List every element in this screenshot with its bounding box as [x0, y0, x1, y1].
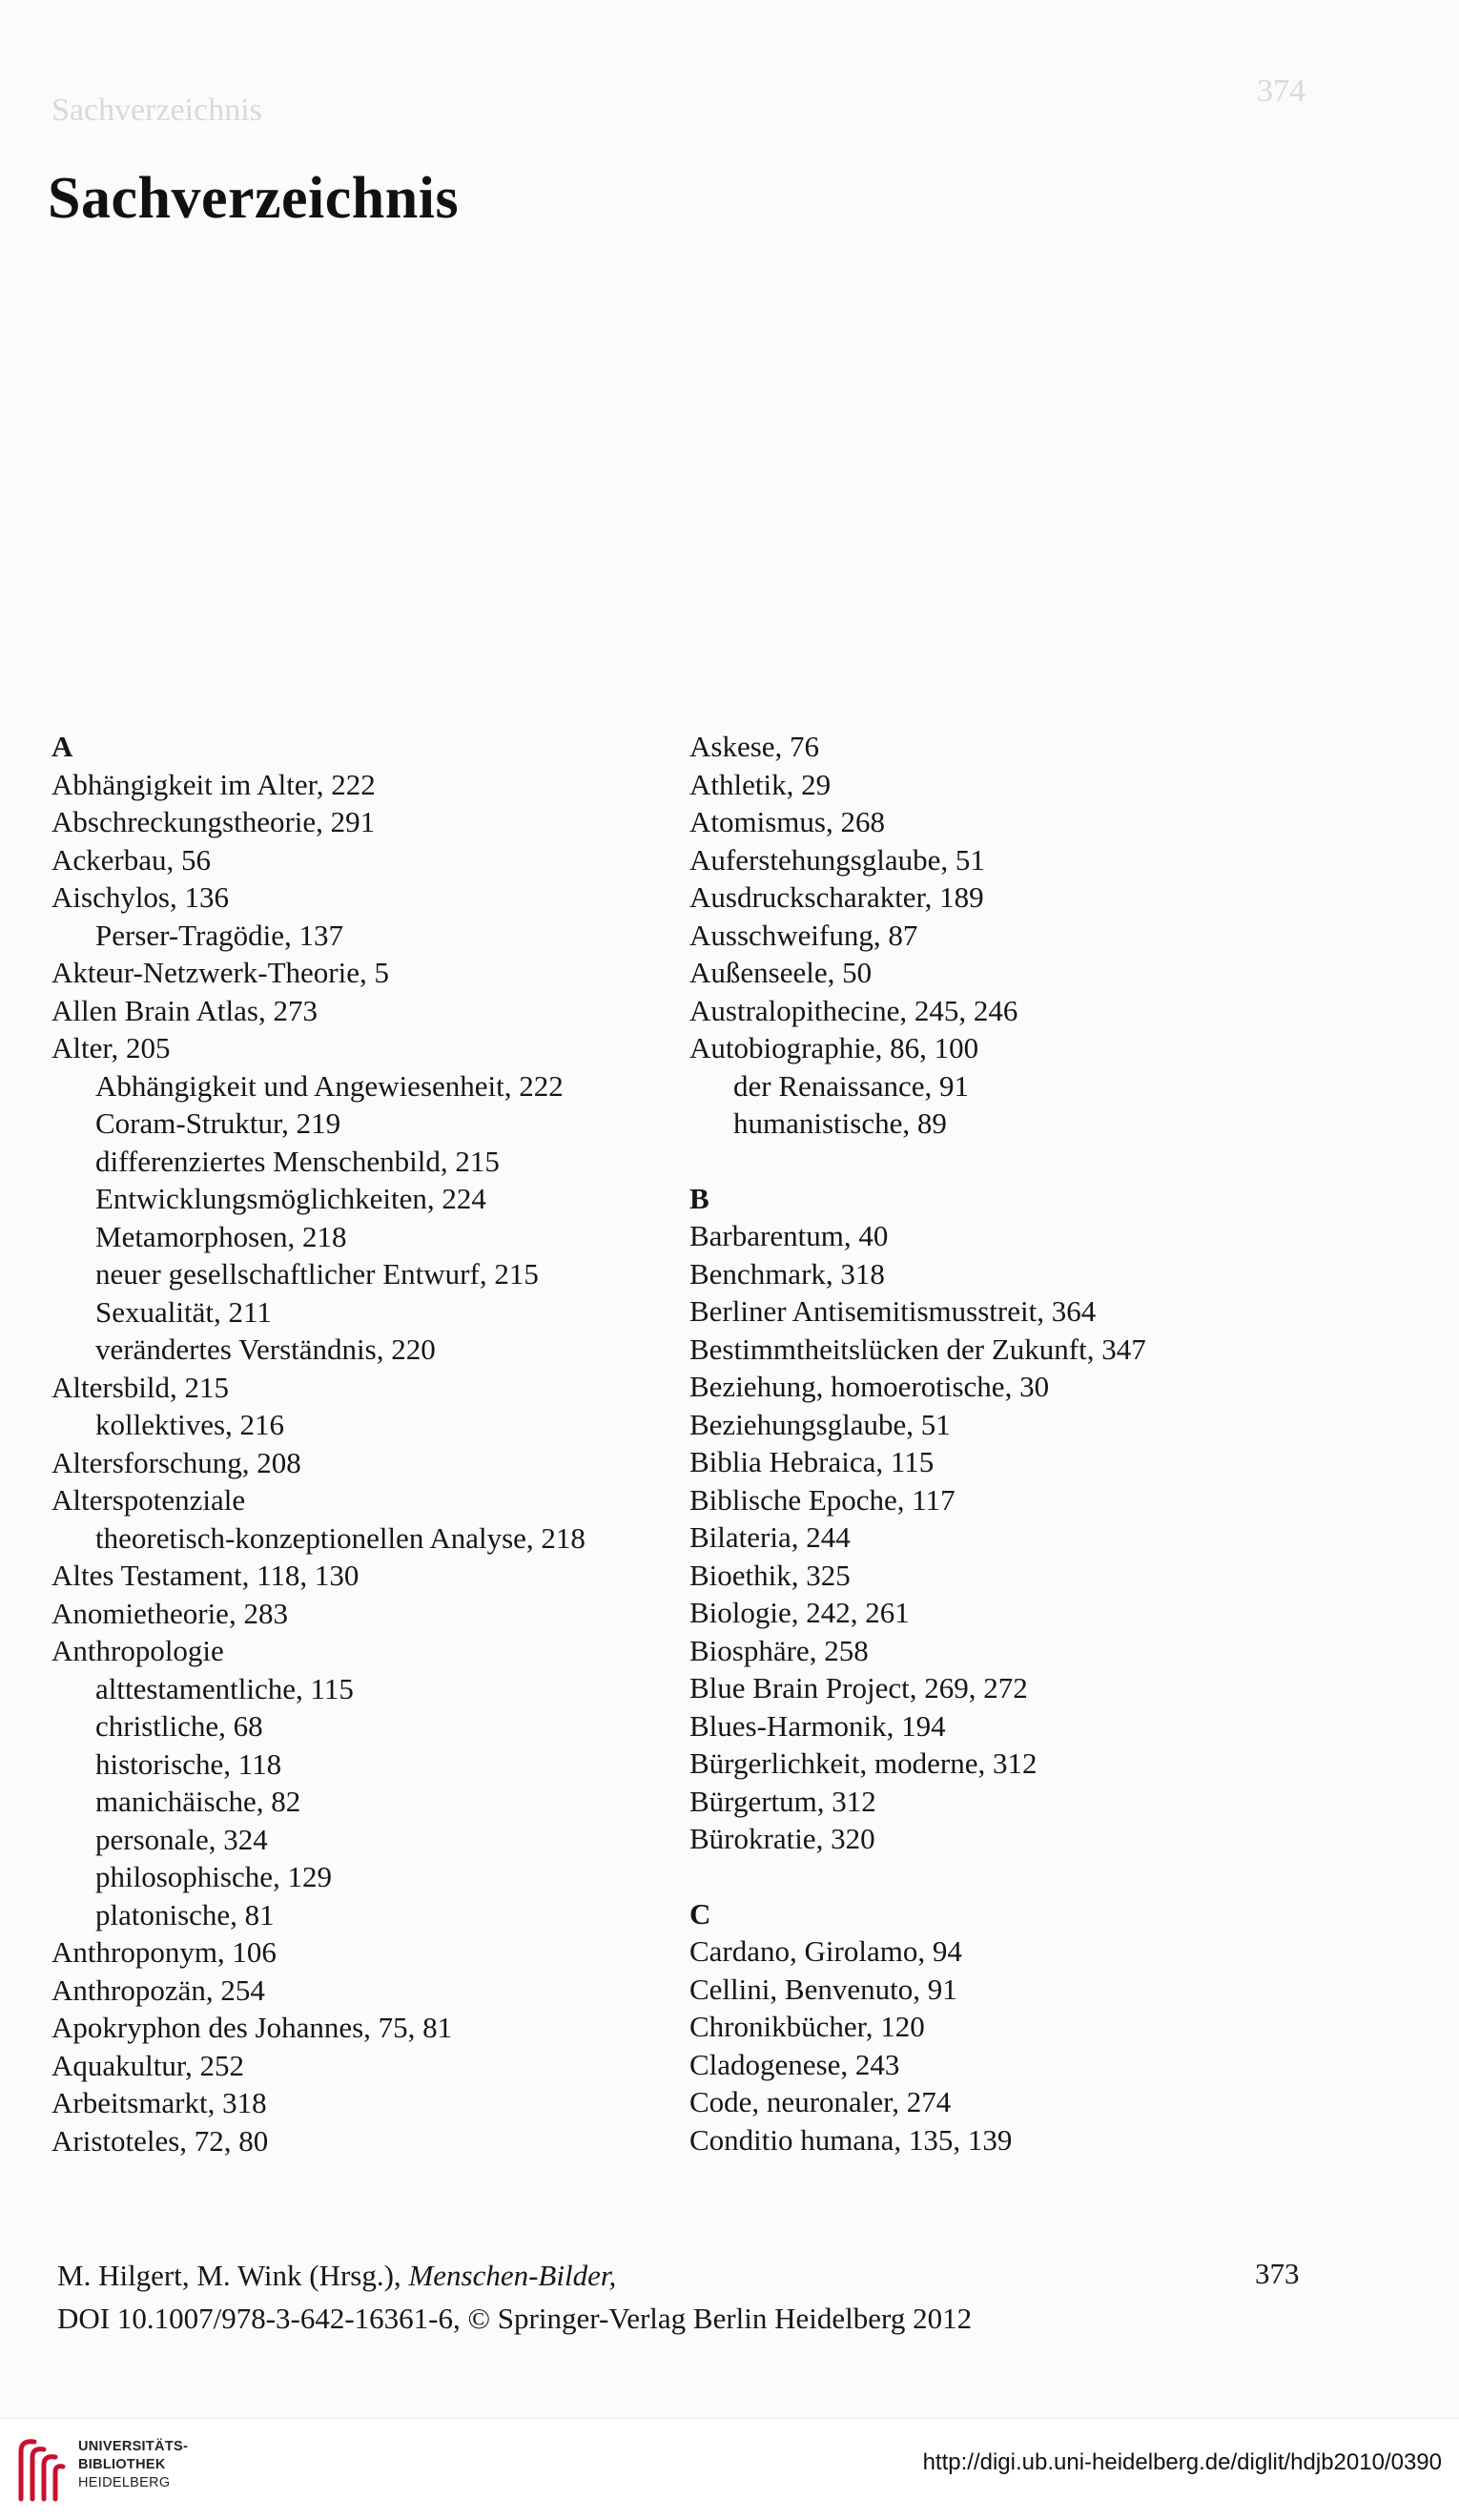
section-letter: A	[51, 730, 73, 763]
index-entry: Bilateria, 244	[689, 1520, 851, 1554]
show-through-page-number: 374	[1257, 73, 1305, 109]
index-entry: Ackerbau, 56	[51, 842, 211, 877]
index-entry: Code, neuronaler, 274	[689, 2085, 952, 2118]
index-subentry: manichäische, 82	[95, 1785, 301, 1818]
index-entry: Bürokratie, 320	[689, 1822, 875, 1855]
citation-title: Menschen-Bilder,	[408, 2259, 617, 2292]
index-entry: Chronikbücher, 120	[689, 2010, 925, 2043]
index-entry: Barbarentum, 40	[689, 1219, 889, 1252]
section-gap	[689, 1143, 1300, 1180]
index-entry: Blues-Harmonik, 194	[689, 1708, 946, 1743]
index-entry: Bürgerlichkeit, moderne, 312	[689, 1746, 1038, 1780]
index-entry: Bioethik, 325	[689, 1558, 851, 1592]
index-subentry: Coram-Struktur, 219	[95, 1106, 341, 1140]
index-subentry: Entwicklungsmöglichkeiten, 224	[95, 1182, 486, 1215]
index-subentry: christliche, 68	[95, 1709, 263, 1743]
index-column-left	[51, 728, 662, 2159]
library-name-line-2: BIBLIOTHEK	[78, 2457, 166, 2472]
library-name-line-1: UNIVERSITÄTS-	[78, 2439, 189, 2454]
index-subentry: Perser-Tragödie, 137	[95, 918, 343, 952]
index-entry: Beziehungsglaube, 51	[689, 1407, 951, 1441]
index-entry: Anthropozän, 254	[51, 1973, 265, 2007]
index-entry: Australopithecine, 245, 246	[689, 993, 1018, 1027]
index-subentry: alttestamentliche, 115	[95, 1671, 354, 1705]
index-entry: Abhängigkeit im Alter, 222	[51, 767, 376, 801]
index-entry: Allen Brain Atlas, 273	[51, 993, 318, 1027]
index-subentry: verändertes Verständnis, 220	[95, 1332, 436, 1366]
library-name-line-3: HEIDELBERG	[78, 2475, 171, 2490]
university-library-logo-icon	[13, 2432, 69, 2505]
index-entry: Cladogenese, 243	[689, 2047, 900, 2081]
index-entry: Biblische Epoche, 117	[689, 1482, 956, 1517]
index-entry: Abschreckungstheorie, 291	[51, 805, 376, 838]
index-entry: Bürgertum, 312	[689, 1784, 876, 1818]
index-entry: Altersbild, 215	[51, 1370, 229, 1404]
library-name	[78, 2438, 188, 2492]
index-subentry: der Renaissance, 91	[733, 1068, 970, 1103]
index-entry: Auferstehungsglaube, 51	[689, 842, 985, 877]
index-entry: Altes Testament, 118, 130	[51, 1559, 360, 1592]
index-entry: Beziehung, homoerotische, 30	[689, 1370, 1050, 1403]
index-entry: Cardano, Girolamo, 94	[689, 1934, 962, 1968]
citation-authors: M. Hilgert, M. Wink (Hrsg.),	[57, 2259, 409, 2292]
index-subentry: philosophische, 129	[95, 1860, 332, 1893]
index-entry: Aischylos, 136	[51, 880, 229, 914]
index-entry: Berliner Antisemitismusstreit, 364	[689, 1294, 1097, 1328]
index-entry: Akteur-Netzwerk-Theorie, 5	[51, 956, 389, 989]
index-column-right	[689, 728, 1300, 2159]
page-title: Sachverzeichnis	[48, 166, 460, 231]
page-number: 373	[1255, 2257, 1300, 2290]
index-subentry: theoretisch-konzeptionellen Analyse, 218	[95, 1520, 586, 1555]
index-entry: Altersforschung, 208	[51, 1445, 301, 1479]
index-subentry: Abhängigkeit und Angewiesenheit, 222	[95, 1068, 564, 1103]
index-subentry: differenziertes Menschenbild, 215	[95, 1144, 500, 1178]
index-subentry: platonische, 81	[95, 1897, 275, 1931]
index-entry: Aristoteles, 72, 80	[51, 2123, 269, 2158]
index-entry: Athletik, 29	[689, 767, 832, 801]
index-entry: Benchmark, 318	[689, 1256, 885, 1291]
index-subentry: humanistische, 89	[733, 1106, 947, 1140]
index-entry: Ausschweifung, 87	[689, 918, 918, 952]
index-subentry: personale, 324	[95, 1822, 268, 1856]
index-entry: Biosphäre, 258	[689, 1633, 869, 1667]
index-subentry: kollektives, 216	[95, 1408, 285, 1441]
source-url-link[interactable]: http://digi.ub.uni-heidelberg.de/diglit/hdjb2010/0390	[922, 2449, 1442, 2475]
citation-line	[57, 2257, 616, 2295]
index-entry: Anthropologie	[51, 1634, 224, 1667]
index-entry: Biblia Hebraica, 115	[689, 1445, 935, 1478]
index-entry: Alterspotenziale	[51, 1483, 246, 1517]
index-entry: Ausdruckscharakter, 189	[689, 880, 984, 914]
index-entry: Anthroponym, 106	[51, 1935, 277, 1969]
index-entry: Alter, 205	[51, 1031, 171, 1064]
index-entry: Askese, 76	[689, 730, 820, 763]
index-subentry: Sexualität, 211	[95, 1294, 272, 1329]
index-entry: Autobiographie, 86, 100	[689, 1031, 979, 1064]
index-entry: Conditio humana, 135, 139	[689, 2122, 1013, 2157]
index-subentry: Metamorphosen, 218	[95, 1219, 347, 1253]
index-subentry: neuer gesellschaftlicher Entwurf, 215	[95, 1257, 539, 1291]
index-entry: Anomietheorie, 283	[51, 1596, 288, 1630]
index-entry: Blue Brain Project, 269, 272	[689, 1671, 1028, 1704]
index-entry: Arbeitsmarkt, 318	[51, 2086, 267, 2119]
index-subentry: historische, 118	[95, 1746, 282, 1781]
doi-line: DOI 10.1007/978-3-642-16361-6, © Springer-Verlag Berlin Heidelberg 2012	[57, 2302, 973, 2335]
index-entry: Cellini, Benvenuto, 91	[689, 1972, 957, 2006]
index-entry: Außenseele, 50	[689, 956, 873, 989]
section-letter: C	[689, 1896, 711, 1931]
section-letter: B	[689, 1181, 709, 1215]
section-gap	[689, 1858, 1300, 1895]
index-entry: Aquakultur, 252	[51, 2048, 244, 2082]
show-through-running-head: Sachverzeichnis	[51, 93, 262, 128]
index-entry: Biologie, 242, 261	[689, 1596, 910, 1629]
index-entry: Atomismus, 268	[689, 805, 885, 838]
index-entry: Bestimmtheitslücken der Zukunft, 347	[689, 1332, 1146, 1366]
index-entry: Apokryphon des Johannes, 75, 81	[51, 2011, 453, 2044]
